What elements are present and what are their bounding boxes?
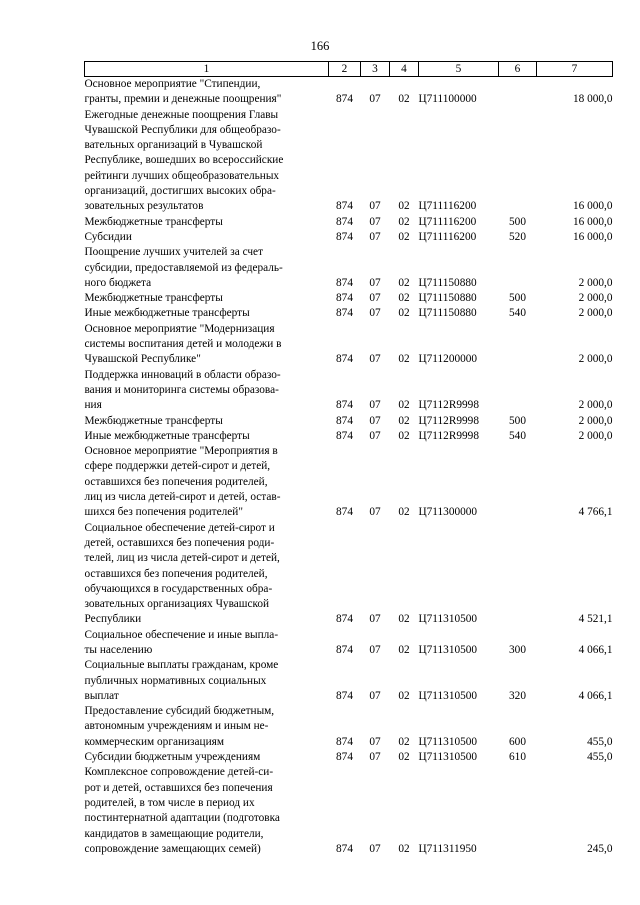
item-name-line: детей, оставшихся без попечения роди- <box>84 536 275 549</box>
item-name <box>85 77 329 108</box>
item-name-line: кандидатов в замещающие родители, <box>84 827 264 840</box>
item-name <box>85 306 329 321</box>
expense-type-code: 500 <box>509 215 526 228</box>
item-name-line: ного бюджета <box>84 276 152 289</box>
target-article-code: Ц711311950 <box>418 842 477 855</box>
table-row <box>85 765 613 857</box>
amount-value: 2 000,0 <box>578 307 613 320</box>
item-name <box>85 765 329 857</box>
section-code: 07 <box>369 751 381 764</box>
target-article-code: Ц711100000 <box>418 93 477 106</box>
target-article-code: Ц711310500 <box>418 643 478 656</box>
column-header: 4 <box>390 62 419 77</box>
item-name-line: Межбюджетные трансферты <box>84 414 223 427</box>
amount-value: 2 000,0 <box>578 292 613 305</box>
item-name-line: сфере поддержки детей-сирот и детей, <box>84 460 271 473</box>
subsection-code: 02 <box>398 751 410 764</box>
target-article-code: Ц711200000 <box>418 353 478 366</box>
section-code: 07 <box>369 230 381 243</box>
section-code: 07 <box>369 215 381 228</box>
amount-value: 4 066,1 <box>578 689 613 702</box>
item-name-line: Основное мероприятие "Модернизация <box>84 322 275 335</box>
expense-type-code: 540 <box>509 307 526 320</box>
item-name-line: Ежегодные денежные поощрения Главы <box>84 108 279 121</box>
subsection-code: 02 <box>398 276 410 289</box>
amount-value: 2 000,0 <box>578 353 613 366</box>
table-row <box>85 429 613 444</box>
item-name-line: автономным учреждениям и иным не- <box>84 720 269 733</box>
amount-value: 2 000,0 <box>578 414 613 427</box>
column-header: 1 <box>85 62 329 77</box>
item-name-line: субсидии, предоставляемой из федераль- <box>84 261 283 274</box>
column-header: 5 <box>419 62 499 77</box>
section-code: 07 <box>369 506 381 519</box>
item-name-line: лиц из числа детей-сирот и детей, остав- <box>84 491 281 504</box>
expense-type-code <box>499 245 537 291</box>
table-body <box>85 77 613 858</box>
item-name-line: Комплексное сопровождение детей-си- <box>84 766 274 779</box>
section-code: 07 <box>369 93 381 106</box>
expense-type-code <box>499 765 537 857</box>
item-name-line: Республике, вошедших во всероссийские <box>84 154 284 167</box>
section-code: 07 <box>369 399 381 412</box>
ministry-code: 874 <box>336 353 353 366</box>
subsection-code: 02 <box>398 735 410 748</box>
subsection-code: 02 <box>398 353 410 366</box>
ministry-code: 874 <box>336 506 353 519</box>
subsection-code: 02 <box>398 399 410 412</box>
item-name-line: телей, лиц из числа детей-сирот и детей, <box>84 552 280 565</box>
item-name-line: рейтинги лучших общеобразовательных <box>84 169 280 182</box>
target-article-code: Ц7112R9998 <box>418 399 479 412</box>
ministry-code: 874 <box>336 429 353 442</box>
item-name-line: ния <box>84 399 102 412</box>
ministry-code: 874 <box>336 215 353 228</box>
target-article-code: Ц711310500 <box>418 751 478 764</box>
table-row <box>85 444 613 520</box>
ministry-code: 874 <box>336 643 353 656</box>
subsection-code: 02 <box>398 93 410 106</box>
item-name-line: зовательных результатов <box>84 200 204 213</box>
item-name-line: вания и мониторинга системы образова- <box>84 383 279 396</box>
item-name <box>85 521 329 628</box>
item-name-line: постинтернатной адаптации (подготовка <box>84 812 280 825</box>
item-name-line: Поощрение лучших учителей за счет <box>84 246 263 259</box>
subsection-code: 02 <box>398 613 410 626</box>
subsection-code: 02 <box>398 689 410 702</box>
expense-type-code: 600 <box>509 735 526 748</box>
item-name-line: публичных нормативных социальных <box>84 674 267 687</box>
table-row <box>85 658 613 704</box>
amount-value: 245,0 <box>587 842 613 855</box>
target-article-code: Ц711150880 <box>418 276 477 289</box>
target-article-code: Ц711150880 <box>418 307 477 320</box>
target-article-code: Ц711150880 <box>418 292 477 305</box>
item-name-line: Социальное обеспечение и иные выпла- <box>84 628 279 641</box>
expense-type-code: 320 <box>509 689 526 702</box>
table-row <box>85 230 613 245</box>
subsection-code: 02 <box>398 215 410 228</box>
item-name <box>85 322 329 368</box>
section-code: 07 <box>369 842 381 855</box>
table-row <box>85 245 613 291</box>
item-name-line: Межбюджетные трансферты <box>84 215 223 228</box>
item-name <box>85 291 329 306</box>
section-code: 07 <box>369 200 381 213</box>
item-name-line: Иные межбюджетные трансферты <box>84 307 250 320</box>
column-header: 7 <box>537 62 613 77</box>
amount-value: 16 000,0 <box>572 200 613 213</box>
target-article-code: Ц711310500 <box>418 735 478 748</box>
item-name-line: Республики <box>84 613 142 626</box>
item-name-line: оставшихся без попечения родителей, <box>84 475 268 488</box>
item-name <box>85 429 329 444</box>
item-name-line: оставшихся без попечения родителей, <box>84 567 268 580</box>
item-name <box>85 245 329 291</box>
table-row <box>85 521 613 628</box>
item-name-line: Субсидии бюджетным учреждениям <box>84 751 261 764</box>
item-name-line: Чувашской Республики для общеобразо- <box>84 123 281 136</box>
section-code: 07 <box>369 643 381 656</box>
subsection-code: 02 <box>398 414 410 427</box>
budget-table <box>84 61 613 857</box>
item-name-line: Чувашской Республике" <box>84 353 201 366</box>
column-header: 2 <box>329 62 361 77</box>
amount-value: 16 000,0 <box>572 215 613 228</box>
item-name-line: организаций, достигших высоких обра- <box>84 185 276 198</box>
item-name-line: сопровождение замещающих семей) <box>84 842 261 855</box>
item-name <box>85 368 329 414</box>
amount-value: 2 000,0 <box>578 276 613 289</box>
amount-value: 4 521,1 <box>578 613 613 626</box>
amount-value: 455,0 <box>587 735 613 748</box>
item-name <box>85 704 329 750</box>
item-name-line: Социальные выплаты гражданам, кроме <box>84 659 279 672</box>
section-code: 07 <box>369 307 381 320</box>
subsection-code: 02 <box>398 506 410 519</box>
item-name <box>85 658 329 704</box>
section-code: 07 <box>369 429 381 442</box>
section-code: 07 <box>369 689 381 702</box>
item-name-line: Социальное обеспечение детей-сирот и <box>84 521 275 534</box>
ministry-code: 874 <box>336 399 353 412</box>
item-name-line: системы воспитания детей и молодежи в <box>84 338 282 351</box>
subsection-code: 02 <box>398 643 410 656</box>
table-row <box>85 306 613 321</box>
table-row <box>85 77 613 108</box>
expense-type-code: 500 <box>509 292 526 305</box>
ministry-code: 874 <box>336 230 353 243</box>
amount-value: 4 066,1 <box>578 643 613 656</box>
amount-value: 2 000,0 <box>578 399 613 412</box>
expense-type-code <box>499 521 537 628</box>
table-row <box>85 368 613 414</box>
expense-type-code <box>499 108 537 215</box>
subsection-code: 02 <box>398 429 410 442</box>
item-name-line: гранты, премии и денежные поощрения" <box>84 93 282 106</box>
item-name-line: Субсидии <box>84 230 132 243</box>
column-header: 6 <box>499 62 537 77</box>
item-name-line: выплат <box>84 689 119 702</box>
item-name <box>85 215 329 230</box>
subsection-code: 02 <box>398 292 410 305</box>
page-number: 166 <box>310 39 330 53</box>
target-article-code: Ц711300000 <box>418 506 478 519</box>
amount-value: 455,0 <box>587 751 613 764</box>
expense-type-code <box>499 444 537 520</box>
target-article-code: Ц711310500 <box>418 613 478 626</box>
table-row <box>85 291 613 306</box>
target-article-code: Ц711116200 <box>418 200 477 213</box>
target-article-code: Ц7112R9998 <box>418 414 479 427</box>
item-name-line: шихся без попечения родителей" <box>84 506 243 519</box>
target-article-code: Ц711116200 <box>418 230 477 243</box>
target-article-code: Ц711116200 <box>418 215 477 228</box>
ministry-code: 874 <box>336 842 353 855</box>
column-header: 3 <box>361 62 390 77</box>
table-row <box>85 215 613 230</box>
section-code: 07 <box>369 414 381 427</box>
item-name-line: вательных организаций в Чувашской <box>84 139 263 152</box>
table-row <box>85 414 613 429</box>
item-name-line: коммерческим организациям <box>84 735 224 748</box>
ministry-code: 874 <box>336 751 353 764</box>
expense-type-code: 300 <box>509 643 526 656</box>
item-name <box>85 230 329 245</box>
table-row <box>85 108 613 215</box>
table-row <box>85 750 613 765</box>
expense-type-code: 520 <box>509 230 526 243</box>
item-name-line: обучающихся в государственных обра- <box>84 582 273 595</box>
ministry-code: 874 <box>336 414 353 427</box>
item-name-line: Основное мероприятие "Мероприятия в <box>84 445 278 458</box>
ministry-code: 874 <box>336 307 353 320</box>
ministry-code: 874 <box>336 93 353 106</box>
item-name-line: Иные межбюджетные трансферты <box>84 429 250 442</box>
expense-type-code <box>499 322 537 368</box>
expense-type-code: 610 <box>509 751 526 764</box>
item-name-line: Предоставление субсидий бюджетным, <box>84 705 275 718</box>
section-code: 07 <box>369 276 381 289</box>
subsection-code: 02 <box>398 200 410 213</box>
table-row <box>85 628 613 659</box>
amount-value: 18 000,0 <box>572 93 613 106</box>
item-name-line: ты населению <box>84 643 153 656</box>
item-name <box>85 414 329 429</box>
item-name-line: зовательных организациях Чувашской <box>84 598 270 611</box>
item-name-line: рот и детей, оставшихся без попечения <box>84 781 273 794</box>
ministry-code: 874 <box>336 292 353 305</box>
ministry-code: 874 <box>336 613 353 626</box>
item-name <box>85 628 329 659</box>
amount-value: 2 000,0 <box>578 429 613 442</box>
section-code: 07 <box>369 292 381 305</box>
subsection-code: 02 <box>398 842 410 855</box>
ministry-code: 874 <box>336 200 353 213</box>
ministry-code: 874 <box>336 276 353 289</box>
item-name-line: Основное мероприятие "Стипендии, <box>84 78 261 90</box>
item-name <box>85 108 329 215</box>
item-name <box>85 444 329 520</box>
ministry-code: 874 <box>336 735 353 748</box>
expense-type-code <box>499 368 537 414</box>
item-name-line: родителей, в том числе в период их <box>84 796 255 809</box>
table-row <box>85 322 613 368</box>
item-name-line: Поддержка инноваций в области образо- <box>84 368 281 381</box>
amount-value: 16 000,0 <box>572 230 613 243</box>
item-name-line: Межбюджетные трансферты <box>84 292 223 305</box>
subsection-code: 02 <box>398 230 410 243</box>
subsection-code: 02 <box>398 307 410 320</box>
expense-type-code: 500 <box>509 414 526 427</box>
section-code: 07 <box>369 735 381 748</box>
section-code: 07 <box>369 353 381 366</box>
table-row <box>85 704 613 750</box>
expense-type-code: 540 <box>509 429 526 442</box>
table-header-row <box>85 62 613 77</box>
amount-value: 4 766,1 <box>578 506 613 519</box>
target-article-code: Ц7112R9998 <box>418 429 479 442</box>
target-article-code: Ц711310500 <box>418 689 478 702</box>
item-name <box>85 750 329 765</box>
section-code: 07 <box>369 613 381 626</box>
ministry-code: 874 <box>336 689 353 702</box>
expense-type-code <box>499 77 537 108</box>
